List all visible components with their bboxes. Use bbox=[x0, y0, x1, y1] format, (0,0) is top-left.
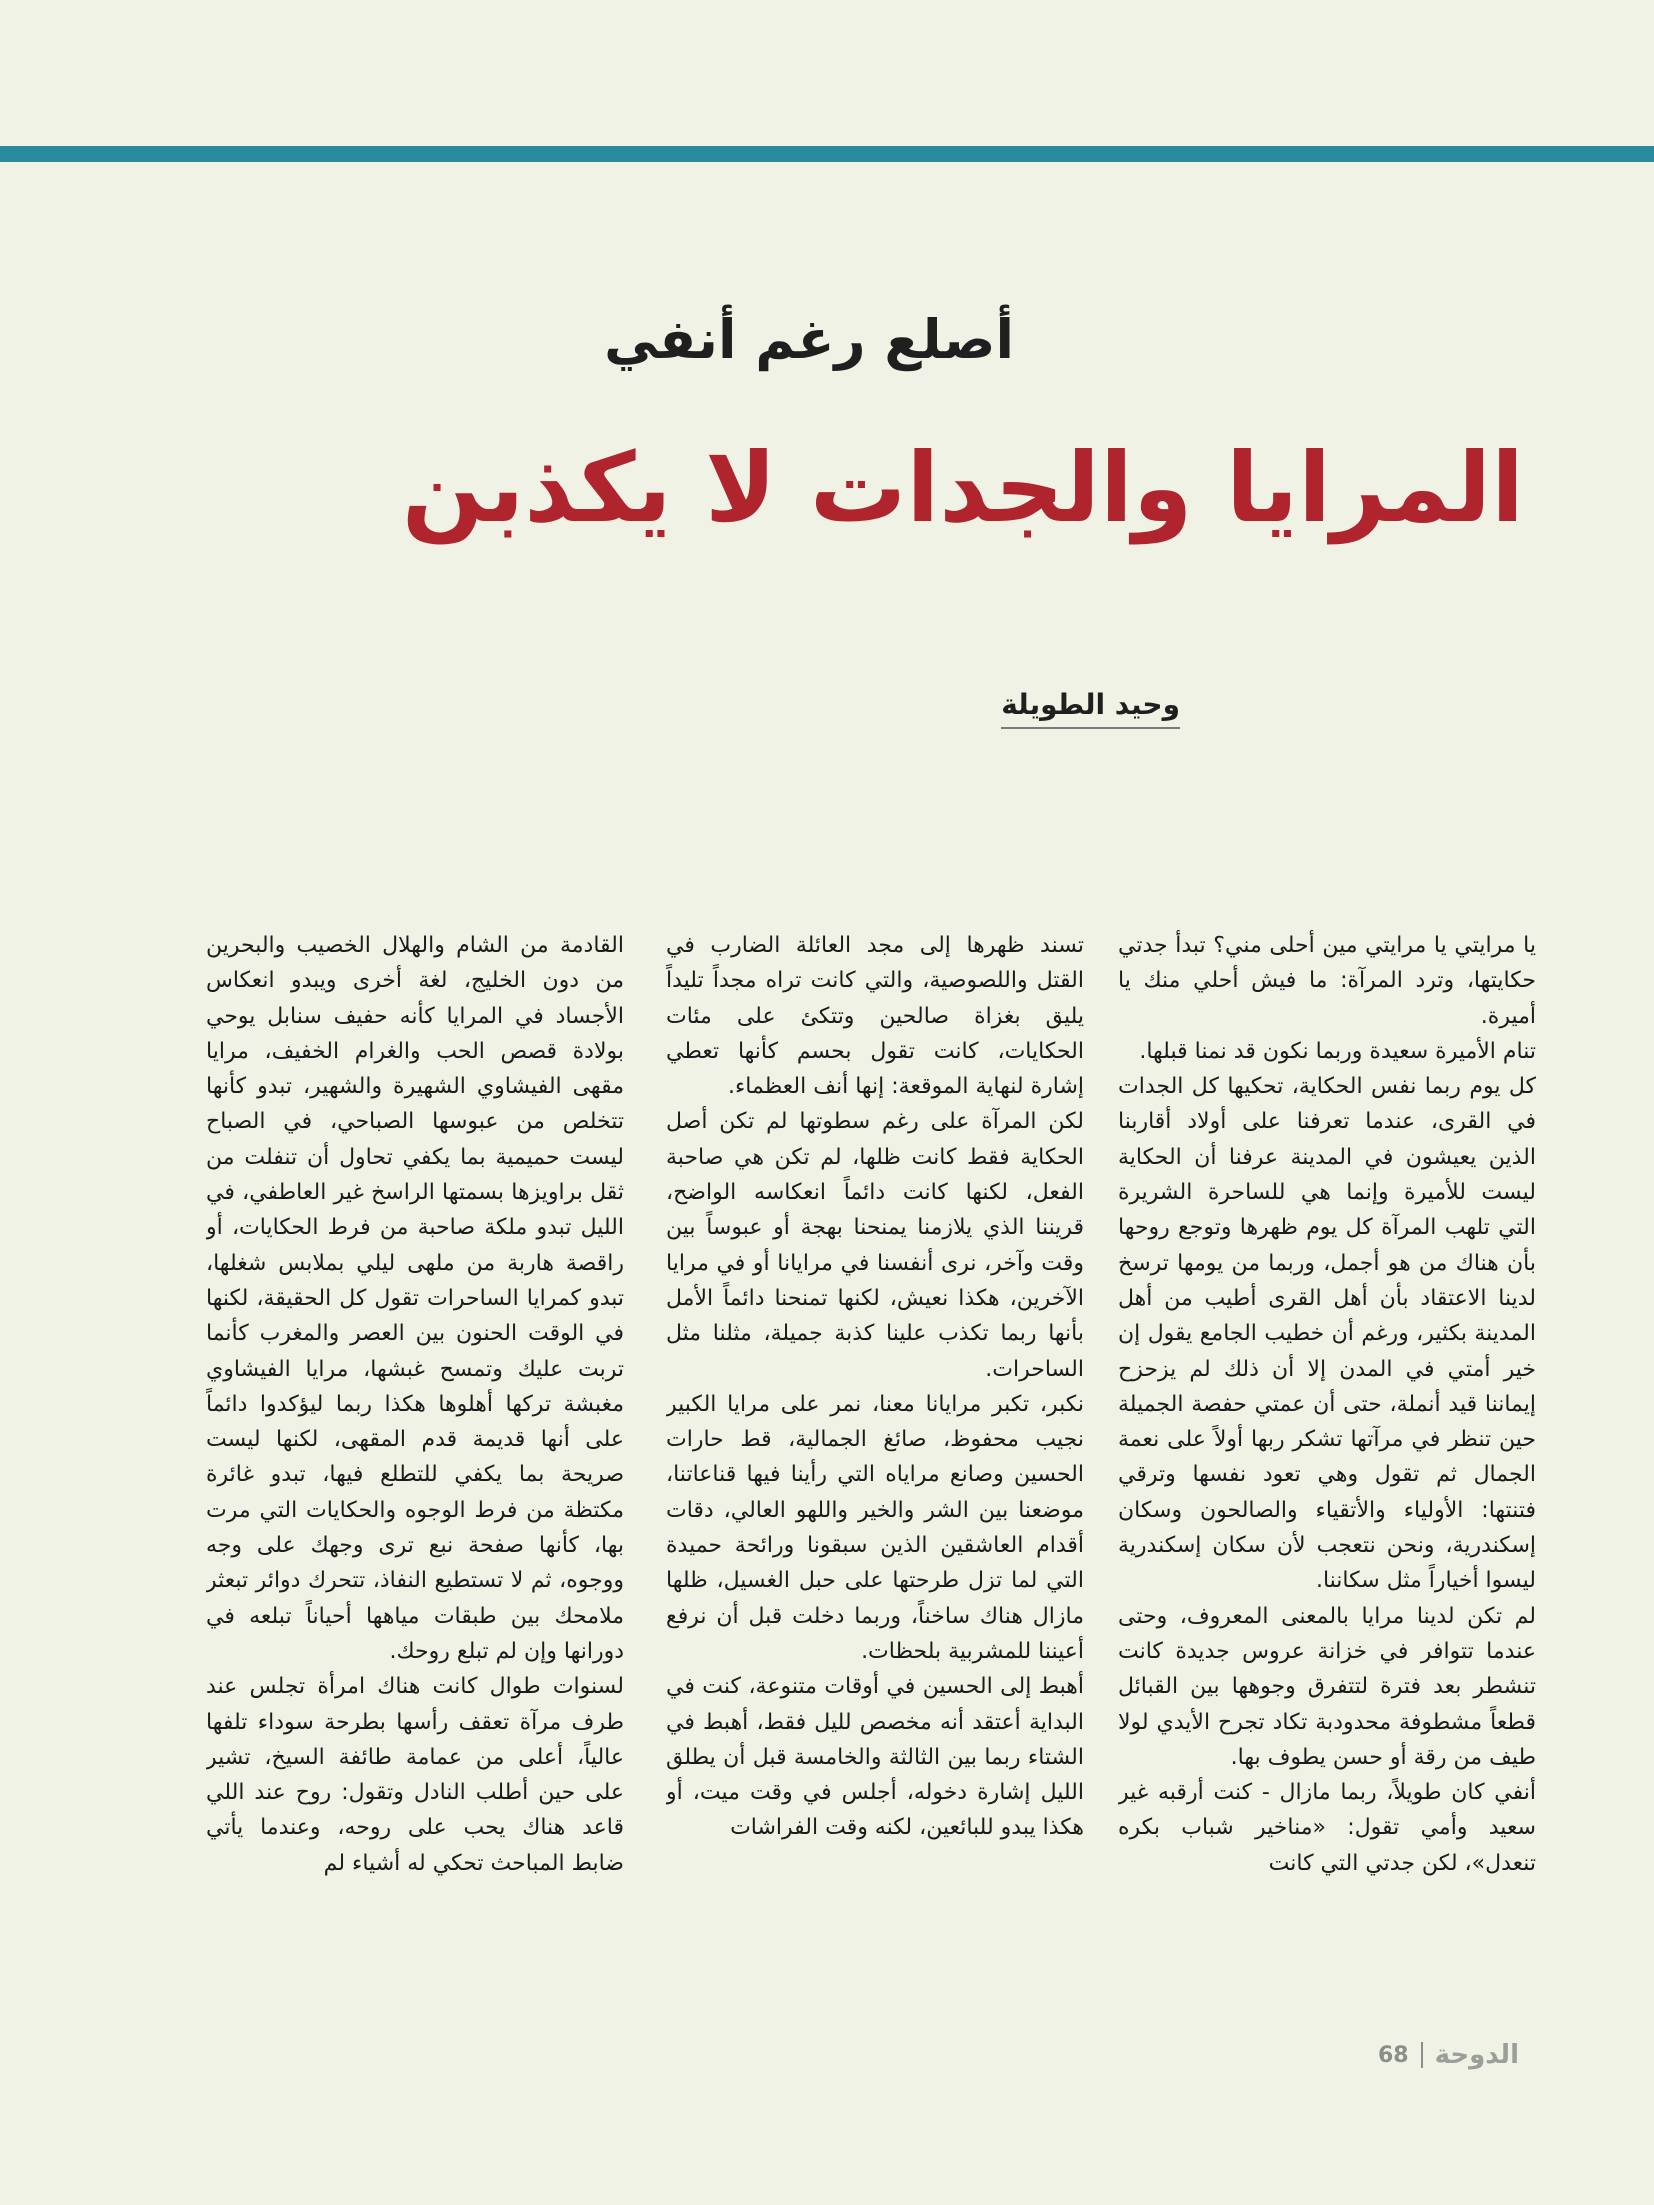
text-column-3 bbox=[206, 928, 624, 2068]
paragraph: تسند ظهرها إلى مجد العائلة الضارب في القتل واللصوصية، والتي كانت تراه مجداً تليداً يليق بغزاة صالحين وتتكئ على مئات الحكايات، كانت تقول بحسم كأنها تعطي إشارة لنهاية الموقعة: إنها أنف العظماء. bbox=[666, 933, 1084, 1100]
article-kicker: أصلع رغم أنفي bbox=[604, 308, 1014, 371]
paragraph: يا مرايتي يا مرايتي مين أحلى مني؟ تبدأ جدتي حكايتها، وترد المرآة: ما فيش أحلي منك يا أميرة. bbox=[1118, 933, 1536, 1029]
paragraph: كل يوم ربما نفس الحكاية، تحكيها كل الجدات في القرى، عندما تعرفنا على أولاد أقاربنا الذين يعيشون في المدينة عرفنا أن الحكاية ليست للأميرة وإنما هي للساحرة الشريرة التي تلهب المرآة كل يوم ظهرها وتوجع روحها بأن هناك من هو أجمل، وربما من يومها ترسخ لدينا الاعتقاد بأن أهل القرى أطيب من أهل المدينة بكثير، ورغم أن خطيب الجامع يقول إن خير أمتي في المدن إلا أن ذلك لم يزحزح إيماننا قيد أنملة، حتى أن عمتي حفصة الجميلة حين تنظر في مرآتها تشكر ربها أولاً على نعمة الجمال ثم تقول وهي تعود نفسها وترقي فتنتها: الأولياء والأتقياء والصالحون وسكان إسكندرية، ونحن نتعجب لأن سكان إسكندرية ليسوا أخياراً مثل سكاننا. bbox=[1118, 1074, 1536, 1594]
footer-divider bbox=[1421, 2042, 1423, 2068]
paragraph: أنفي كان طويلاً، ربما مازال - كنت أرقبه غير سعيد وأمي تقول: «مناخير شباب بكره تنعدل»، لكن جدتي التي كانت bbox=[1118, 1780, 1536, 1876]
top-accent-rule bbox=[0, 146, 1654, 162]
article-title: المرايا والجدات لا يكذبن bbox=[401, 432, 1524, 544]
paragraph: لم تكن لدينا مرايا بالمعنى المعروف، وحتى عندما تتوافر في خزانة عروس جديدة كانت تنشطر بعد فترة لتتفرق وجوهها بين القبائل قطعاً مشطوفة محدودبة تكاد تجرح الأيدي لولا طيف من رقة أو حسن يطوف بها. bbox=[1118, 1603, 1536, 1770]
paragraph: القادمة من الشام والهلال الخصيب والبحرين من دون الخليج، لغة أخرى ويبدو انعكاس الأجساد في المرايا كأنه حفيف سنابل يوحي بولادة قصص الحب والغرام الخفيف، مرايا مقهى الفيشاوي الشهيرة والشهير، تبدو كأنها تتخلص من عبوسها الصباحي، في الصباح ليست حميمية بما يكفي تحاول أن تنفلت من ثقل براويزها بسمتها الراسخ غير العاطفي، في الليل تبدو ملكة صاحبة من فرط الحكايات، أو راقصة هاربة من ملهى ليلي بملابس شغلها، تبدو كمرايا الساحرات تقول كل الحقيقة، لكنها في الوقت الحنون بين العصر والمغرب كأنما تربت عليك وتمسح غبشها، مرايا الفيشاوي مغبشة تركها أهلوها هكذا ربما ليؤكدوا دائماً على أنها قديمة قدم المقهى، لكنها ليست صريحة بما يكفي للتطلع فيها، تبدو غائرة مكتظة من فرط الوجوه والحكايات التي مرت بها، كأنها صفحة نبع ترى وجهك على وجه ووجوه، ثم لا تستطيع النفاذ، تتحرك دوائر تبعثر ملامحك بين طبقات مياهها أحياناً تبلعه في دورانها وإن لم تبلع روحك. bbox=[206, 933, 624, 1664]
paragraph: لسنوات طوال كانت هناك امرأة تجلس عند طرف مرآة تعقف رأسها بطرحة سوداء تلفها عالياً، أعلى من عمامة طائفة السيخ، تشير على حين أطلب النادل وتقول: روح عند اللي قاعد هناك يحب على روحه، وعندما يأتي ضابط المباحث تحكي له أشياء لم bbox=[206, 1674, 624, 1876]
text-column-1 bbox=[1118, 928, 1536, 2068]
text-column-2 bbox=[666, 928, 1084, 2068]
magazine-brand: الدوحة bbox=[1434, 2040, 1519, 2070]
paragraph: نكبر، تكبر مرايانا معنا، نمر على مرايا الكبير نجيب محفوظ، صائغ الجمالية، قط حارات الحسين وصانع مراياه التي رأينا فيها قناعاتنا، موضعنا بين الشر والخير واللهو العالي، دقات أقدام العاشقين الذين سبقونا ورائحة حميدة التي لما تزل طرحتها على حبل الغسيل، ظلها مازال هناك ساخناً، وربما دخلت قبل أن نرفع أعيننا للمشربية بلحظات. bbox=[666, 1391, 1084, 1664]
paragraph: أهبط إلى الحسين في أوقات متنوعة، كنت في البداية أعتقد أنه مخصص لليل فقط، أهبط في الشتاء ربما بين الثالثة والخامسة قبل أن يطلق الليل إشارة دخوله، أجلس في وقت ميت، أو هكذا يبدو للبائعين، لكنه وقت الفراشات bbox=[666, 1674, 1084, 1841]
paragraph: لكن المرآة على رغم سطوتها لم تكن أصل الحكاية فقط كانت ظلها، لم تكن هي صاحبة الفعل، لكنها كانت دائماً انعكاسه الواضح، قريننا الذي يلازمنا يمنحنا بهجة أو عبوساً بين وقت وآخر، نرى أنفسنا في مرايانا أو في مرايا الآخرين، هكذا نعيش، لكنها تمنحنا دائماً الأمل بأنها ربما تكذب علينا كذبة جميلة، مثلنا مثل الساحرات. bbox=[666, 1109, 1084, 1382]
page-footer bbox=[1378, 2040, 1519, 2070]
paragraph: تنام الأميرة سعيدة وربما نكون قد نمنا قبلها. bbox=[1139, 1038, 1536, 1064]
page-number: 68 bbox=[1378, 2042, 1409, 2068]
author-byline: وحيد الطويلة bbox=[1001, 688, 1180, 729]
